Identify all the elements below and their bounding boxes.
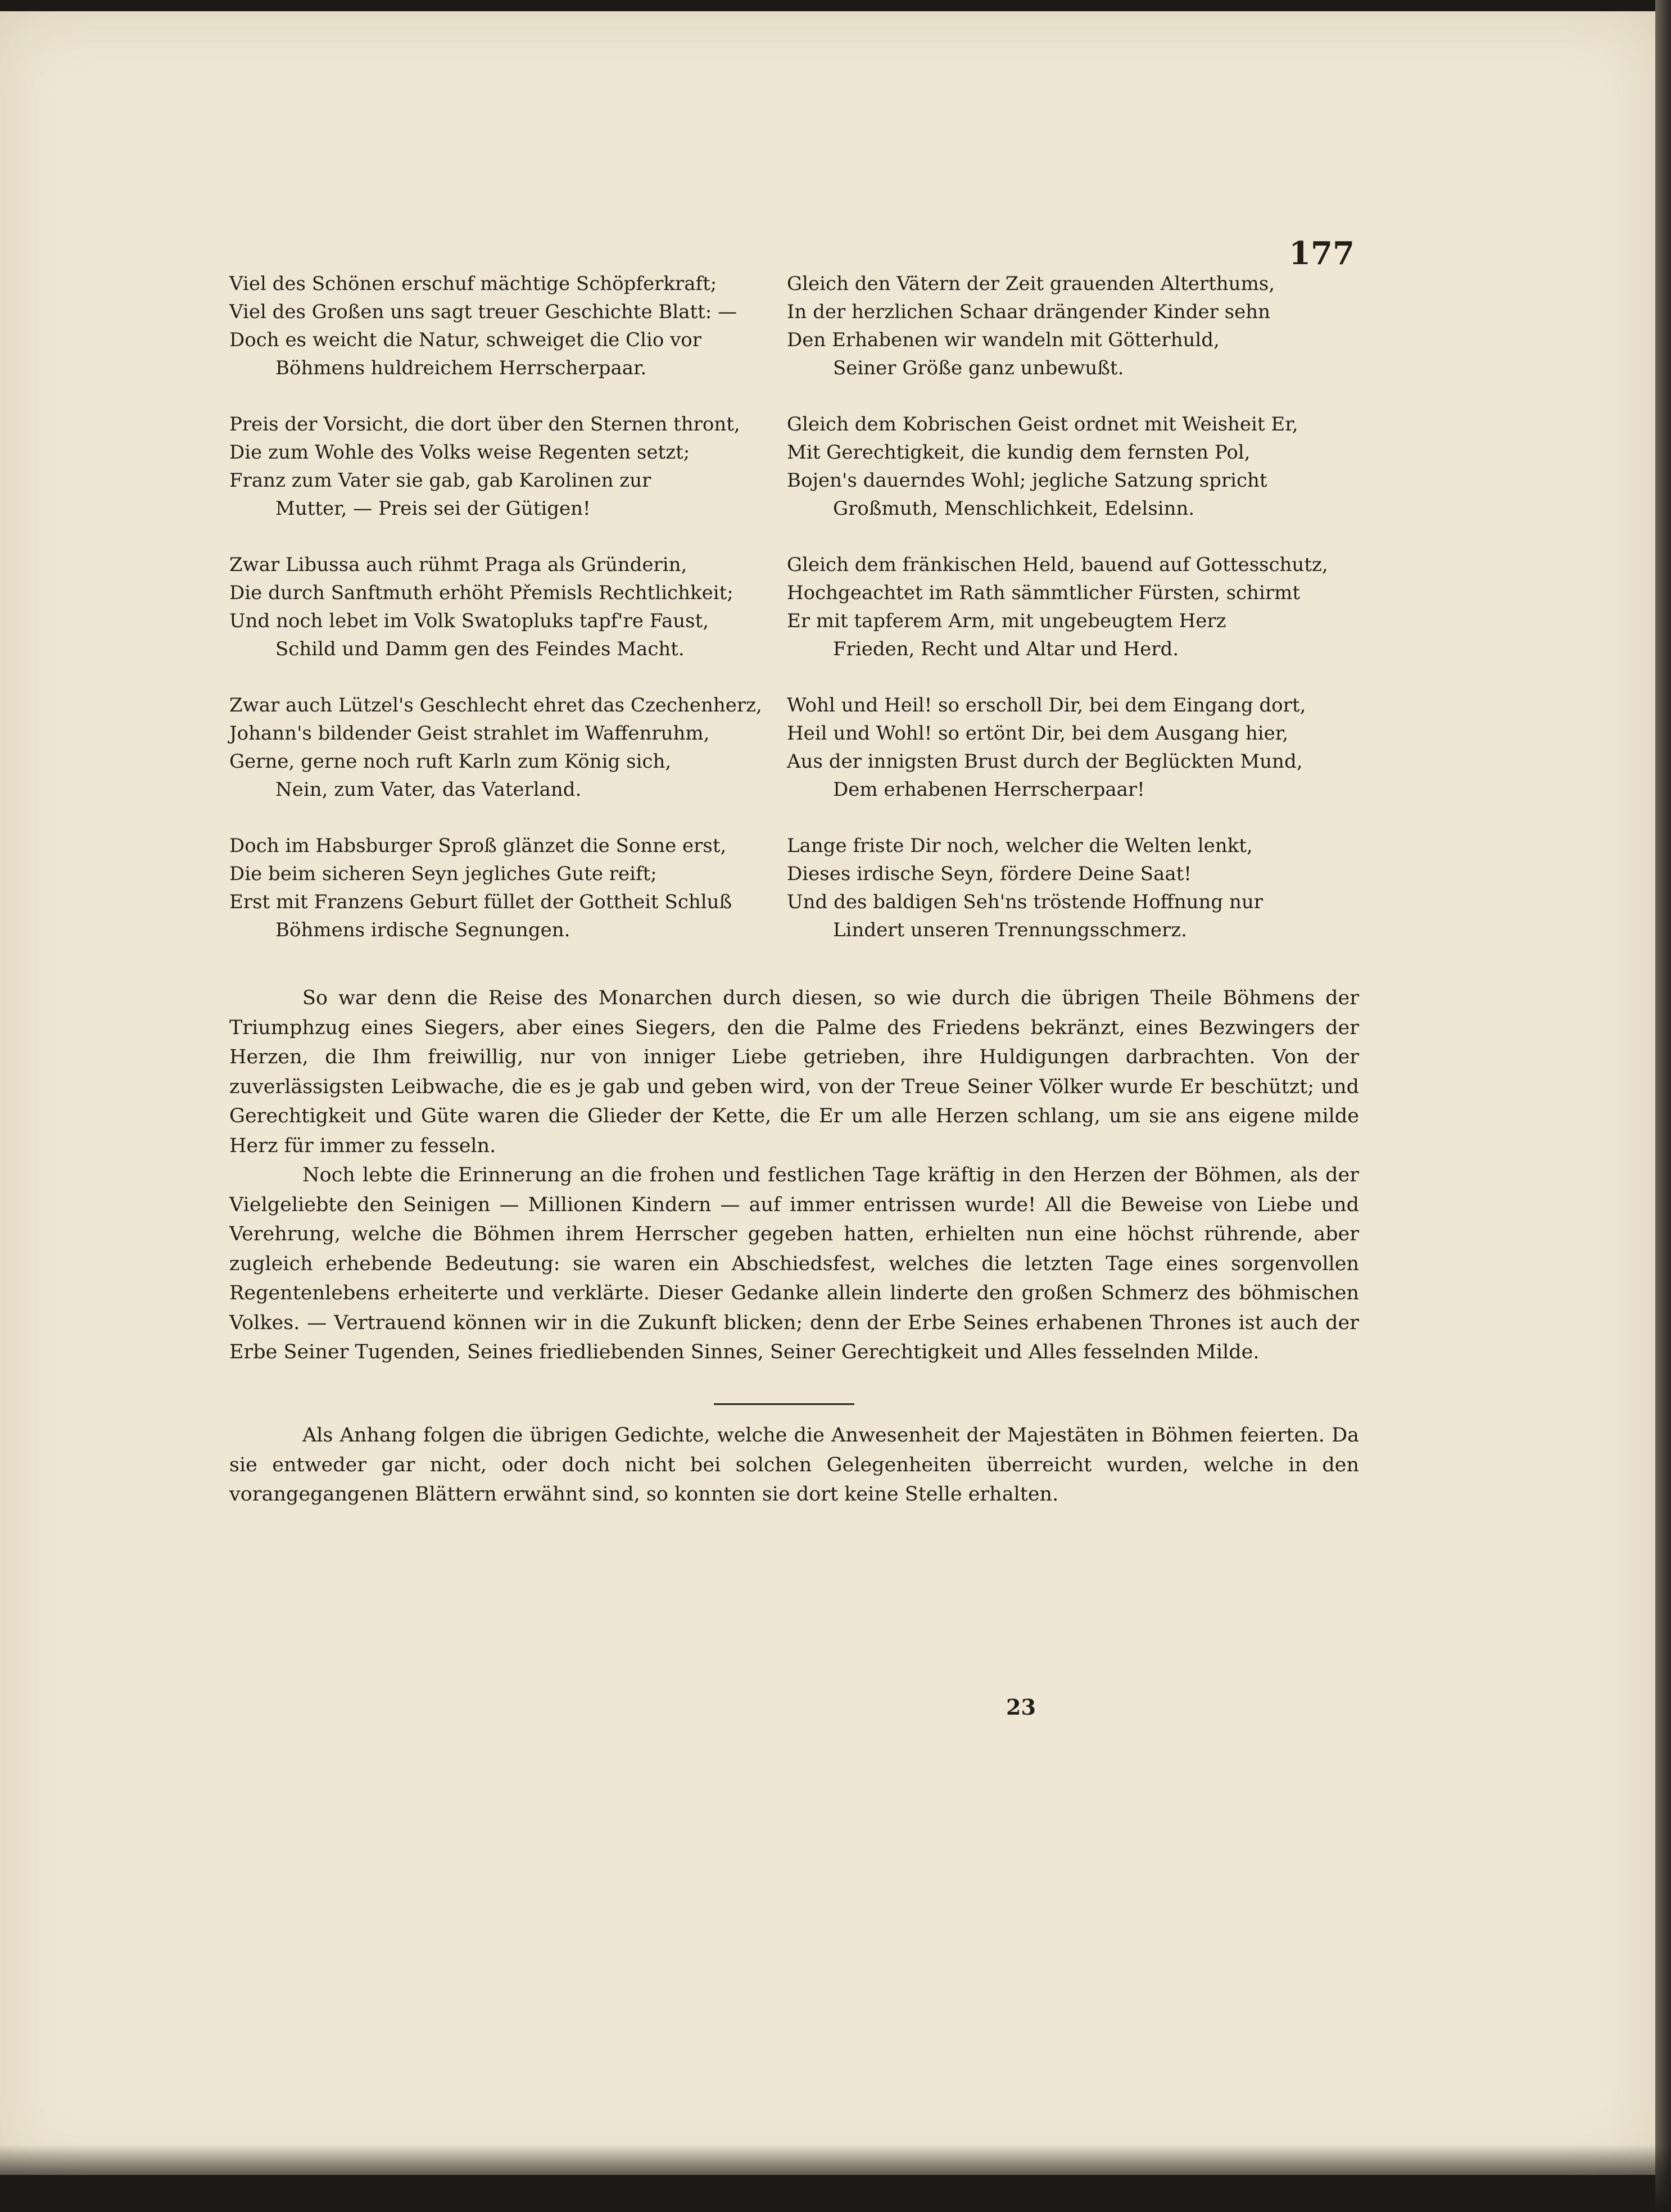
paragraph: Noch lebte die Erinnerung an die frohen und festlichen Tage kräftig in den Herzen der Böhmen, als der Vielgeliebte den Seinigen — Millionen Kindern — auf immer entrissen wurde! All die Beweise von Liebe und Verehrung, welche die Böhmen ihrem Herrscher gegeben hatten, erhielten nun eine höchst rührende, aber zugleich erhebende Bedeutung: sie waren ein Abschiedsfest, welches die letzten Tage eines sorgenvollen Regentenlebens erheiterte und verklärte. Dieser Gedanke allein linderte den großen Schmerz des böhmischen Volkes. — Vertrauend können wir in die Zukunft blicken; denn der Erbe Seines erhabenen Thrones ist auch der Erbe Seiner Tugenden, Seines friedliebenden Sinnes, Seiner Gerechtigkeit und Alles fesselnden Milde.: [229, 1164, 1359, 1363]
poem-line: Gerne, gerne noch ruft Karln zum König sich,: [229, 750, 672, 773]
poem-line: Großmuth, Menschlichkeit, Edelsinn.: [833, 497, 1195, 520]
poem-line: Lange friste Dir noch, welcher die Welten lenkt,: [787, 835, 1253, 857]
poem-line: Mit Gerechtigkeit, die kundig dem fernsten Pol,: [787, 441, 1251, 464]
poem-line: Dieses irdische Seyn, fördere Deine Saat!: [787, 863, 1192, 885]
poem-line: Doch es weicht die Natur, schweiget die Clio vor: [229, 329, 702, 351]
poem-stanza: [229, 410, 780, 523]
poem-line: Lindert unseren Trennungsschmerz.: [833, 919, 1187, 941]
poem-line: Aus der innigsten Brust durch der Beglückten Mund,: [787, 750, 1303, 773]
poem-left-column: [229, 270, 780, 972]
poem-line: Zwar auch Lützel's Geschlecht ehret das Czechenherz,: [229, 694, 762, 717]
signature-mark: 23: [1006, 1694, 1036, 1720]
poem-line: Viel des Großen uns sagt treuer Geschichte Blatt: —: [229, 301, 737, 323]
poem-line: Böhmens huldreichem Herrscherpaar.: [275, 357, 647, 379]
poem-line: Johann's bildender Geist strahlet im Waffenruhm,: [229, 722, 710, 745]
poem-line: Bojen's dauerndes Wohl; jegliche Satzung spricht: [787, 469, 1267, 492]
poem-line: Er mit tapferem Arm, mit ungebeugtem Herz: [787, 610, 1226, 632]
poem-line: Und noch lebet im Volk Swatopluks tapf're Faust,: [229, 610, 709, 632]
poem-line: Dem erhabenen Herrscherpaar!: [833, 778, 1145, 801]
poem-line: Gleich den Vätern der Zeit grauenden Alterthums,: [787, 273, 1275, 295]
section-divider: [714, 1403, 854, 1405]
folio-number: 177: [1289, 235, 1355, 272]
poem-stanza: [229, 551, 780, 663]
poem-line: Heil und Wohl! so ertönt Dir, bei dem Ausgang hier,: [787, 722, 1289, 745]
page-edge-shadow: [1655, 0, 1671, 2212]
poem-stanza: [229, 270, 780, 382]
poem-stanza: [787, 691, 1377, 804]
poem-line: Gleich dem fränkischen Held, bauend auf Gottesschutz,: [787, 554, 1328, 576]
poem-stanza: [229, 691, 780, 804]
poem-line: Viel des Schönen erschuf mächtige Schöpferkraft;: [229, 273, 717, 295]
poem-stanza: [229, 832, 780, 944]
paragraph: So war denn die Reise des Monarchen durch diesen, so wie durch die übrigen Theile Böhmens der Triumphzug eines Siegers, aber eines Siegers, den die Palme des Friedens bekränzt, eines Bezwingers der Herzen, die Ihm freiwillig, nur von inniger Liebe getrieben, ihre Huldigungen darbrachten. Von der zuverlässigsten Leibwache, die es je gab und geben wird, von der Treue Seiner Völker wurde Er beschützt; und Gerechtigkeit und Güte waren die Glieder der Kette, die Er um alle Herzen schlang, um sie ans eigene milde Herz für immer zu fesseln.: [229, 987, 1359, 1157]
poem-line: Seiner Größe ganz unbewußt.: [833, 357, 1124, 379]
poem-line: In der herzlichen Schaar drängender Kinder sehn: [787, 301, 1271, 323]
poem-line: Franz zum Vater sie gab, gab Karolinen zur: [229, 469, 651, 492]
poem-stanza: [787, 270, 1377, 382]
poem-line: Mutter, — Preis sei der Gütigen!: [275, 497, 591, 520]
appendix-note: [229, 1421, 1359, 1510]
poem-line: Böhmens irdische Segnungen.: [275, 919, 570, 941]
poem-line: Und des baldigen Seh'ns tröstende Hoffnung nur: [787, 891, 1264, 913]
poem-line: Preis der Vorsicht, die dort über den Sternen thront,: [229, 413, 740, 436]
poem-line: Wohl und Heil! so erscholl Dir, bei dem Eingang dort,: [787, 694, 1306, 717]
poem-line: Die beim sicheren Seyn jegliches Gute reift;: [229, 863, 657, 885]
poem-stanza: [787, 410, 1377, 523]
paragraph: Als Anhang folgen die übrigen Gedichte, welche die Anwesenheit der Majestäten in Böhmen feierten. Da sie entweder gar nicht, oder doch nicht bei solchen Gelegenheiten überreicht wurden, welche in den vorangegangenen Blättern erwähnt sind, so konnten sie dort keine Stelle erhalten.: [229, 1424, 1359, 1506]
page-bottom-shadow: [0, 2145, 1671, 2212]
poem-line: Zwar Libussa auch rühmt Praga als Gründerin,: [229, 554, 687, 576]
poem-line: Erst mit Franzens Geburt füllet der Gottheit Schluß: [229, 891, 732, 913]
main-prose: [229, 983, 1359, 1367]
poem-line: Frieden, Recht und Altar und Herd.: [833, 638, 1179, 660]
poem-line: Hochgeachtet im Rath sämmtlicher Fürsten, schirmt: [787, 582, 1300, 604]
poem-line: Doch im Habsburger Sproß glänzet die Sonne erst,: [229, 835, 727, 857]
poem-stanza: [787, 832, 1377, 944]
book-page: [0, 11, 1655, 2175]
poem-line: Den Erhabenen wir wandeln mit Götterhuld,: [787, 329, 1220, 351]
poem-line: Die zum Wohle des Volks weise Regenten setzt;: [229, 441, 690, 464]
poem-line: Die durch Sanftmuth erhöht Přemisls Rechtlichkeit;: [229, 582, 733, 604]
poem-stanza: [787, 551, 1377, 663]
poem-line: Nein, zum Vater, das Vaterland.: [275, 778, 582, 801]
poem-line: Schild und Damm gen des Feindes Macht.: [275, 638, 685, 660]
poem-line: Gleich dem Kobrischen Geist ordnet mit Weisheit Er,: [787, 413, 1298, 436]
poem-right-column: [787, 270, 1377, 972]
